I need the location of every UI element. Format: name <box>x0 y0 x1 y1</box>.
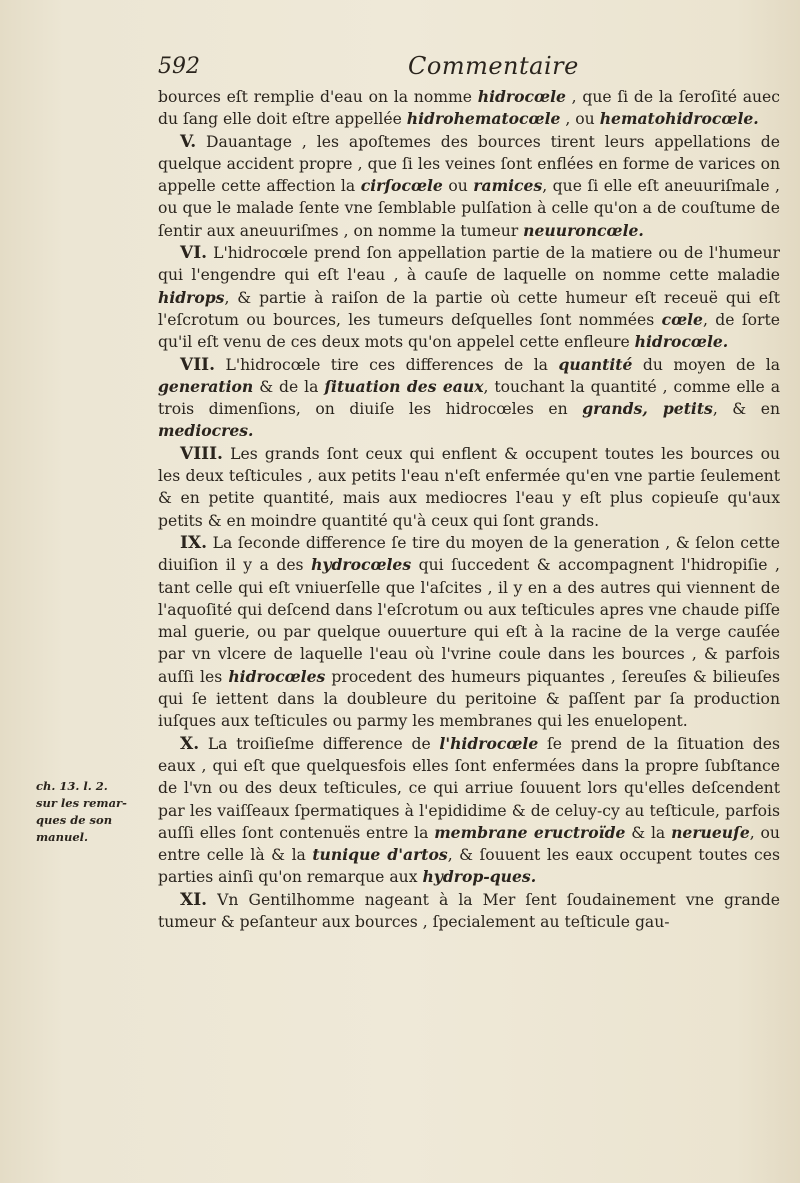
italic-term: hidrops <box>158 287 225 307</box>
paragraph-number: VIII. <box>180 443 223 464</box>
margin-note-line: sur les remar- <box>36 796 127 810</box>
body-text <box>158 86 780 933</box>
paragraph-number: VI. <box>180 243 208 264</box>
margin-note <box>36 778 154 846</box>
paragraph: VI. L'hidrocœle prend ſon appellation partie de la matiere ou de l'humeur qui l'engendre qui eſt l'eau , à cauſe de laquelle on nomme cette maladie hidrops, & partie à raiſon de la partie où cette humeur eſt receuë qui eſt l'eſcrotum ou bources, les tumeurs deſquelles ſont nommées cœle, de ſorte qu'il eſt venu de ces deux mots qu'on appelel cette enfleure hidrocœle. <box>158 243 780 352</box>
italic-term: grands, petits <box>582 399 713 419</box>
italic-term: membrane eructroïde <box>434 822 626 842</box>
italic-term: hidrocœles <box>228 666 326 686</box>
margin-note-line: ques de son <box>36 813 113 827</box>
italic-term: generation <box>158 376 254 396</box>
margin-note-line: ch. 13. l. 2. <box>36 779 108 793</box>
italic-term: mediocres. <box>158 421 254 441</box>
paragraph-number: IX. <box>180 532 208 553</box>
running-title: Commentaire <box>408 52 579 80</box>
paragraph: bources eſt remplie d'eau on la nomme hidrocœle , que ſi de la ſeroſité auec du ſang elle doit eſtre appellée hidrohematocœle , ou hematohidrocœle. <box>158 87 780 129</box>
page-number: 592 <box>158 54 200 79</box>
paragraph-number: VII. <box>180 354 216 375</box>
margin-note-line: manuel. <box>36 830 89 844</box>
paragraph: IX. La ſeconde difference ſe tire du moyen de la generation , & ſelon cette diuiſion il y a des hydrocœles qui ſuccedent & accompagnent l'hidropiſie , tant celle qui eſt vniuerſelle que l'aſcites , il y en a des autres qui viennent de l'aquoſité qui deſcend dans l'eſcrotum ou aux teſticules apres vne chaude piſſe mal guerie, ou par quelque ouuerture qui eſt à la racine de la verge cauſée par vn vlcere de laquelle l'eau où l'vrine coule dans les bources , & parfois auſſi les hidrocœles procedent des humeurs piquantes , ſereuſes & bilieuſes qui ſe iettent dans la doubleure du peritoine & paſſent par ſa production iuſques aux teſticules ou parmy les membranes qui les enuelopent. <box>158 532 780 731</box>
italic-term: quantité <box>558 354 633 374</box>
italic-term: neuuroncœle. <box>523 220 644 240</box>
paragraph: XI. Vn Gentilhomme nageant à la Mer ſent ſoudainement vne grande tumeur & peſanteur aux bources , ſpecialement au teſticule gau- <box>158 889 780 931</box>
italic-term: tunique d'artos <box>312 845 448 865</box>
paragraph: VIII. Les grands ſont ceux qui enflent & occupent toutes les bources ou les deux teſticules , aux petits l'eau n'eſt enfermée qu'en vne partie ſeulement & en petite quantité, mais aux mediocres l'eau y eſt plus copieuſe qu'aux petits & en moindre quantité qu'à ceux qui ſont grands. <box>158 443 780 530</box>
page-header <box>158 52 778 86</box>
italic-term: nerueuſe <box>671 822 750 842</box>
paragraph: VII. L'hidrocœle tire ces differences de la quantité du moyen de la generation & de la ſituation des eaux, touchant la quantité , comme elle a trois dimenſions, on diuiſe les hidrocœles en grands, petits, & en mediocres. <box>158 354 781 441</box>
paragraph: V. Dauantage , les apoſtemes des bources tirent leurs appellations de quelque accident propre , que ſi les veines ſont enflées en forme de varices on appelle cette affection la cirſocœle ou ramices, que ſi elle eſt aneuuriſmale , ou que le malade ſente vne ſemblable pulſation à celle qu'on a de couſtume de ſentir aux aneuuriſmes , on nomme la tumeur neuuroncœle. <box>158 131 780 240</box>
italic-term: hidrohematocœle <box>406 109 561 129</box>
italic-term: cœle <box>661 309 703 329</box>
paragraph-number: X. <box>180 733 200 754</box>
paragraph-number: V. <box>180 131 197 152</box>
italic-term: hematohidrocœle. <box>599 109 759 129</box>
paragraph-number: XI. <box>180 889 208 910</box>
paragraph: X. La troiſieſme difference de l'hidrocœle ſe prend de la ſituation des eaux , qui eſt que quelquesfois elles ſont enfermées dans la propre ſubſtance de l'vn ou des deux teſticules, ce qui arriue ſouuent lors qu'elles deſcendent par les vaiſſeaux ſpermatiques à l'epididime & de celuy-cy au teſticule, parfois auſſi elles ſont contenuës entre la membrane eructroïde & la nerueuſe, ou entre celle là & la tunique d'artos, & ſouuent les eaux occupent toutes ces parties ainſi qu'on remarque aux hydrop-ques. <box>158 733 780 887</box>
italic-term: hydrop-ques. <box>422 867 537 887</box>
italic-term: ſituation des eaux <box>324 376 484 396</box>
italic-term: cirſocœle <box>360 176 443 196</box>
italic-term: hidrocœle. <box>634 332 729 352</box>
italic-term: hydrocœles <box>311 555 412 575</box>
italic-term: hidrocœle <box>477 87 566 106</box>
italic-term: l'hidrocœle <box>439 733 539 753</box>
italic-term: ramices <box>473 176 543 196</box>
